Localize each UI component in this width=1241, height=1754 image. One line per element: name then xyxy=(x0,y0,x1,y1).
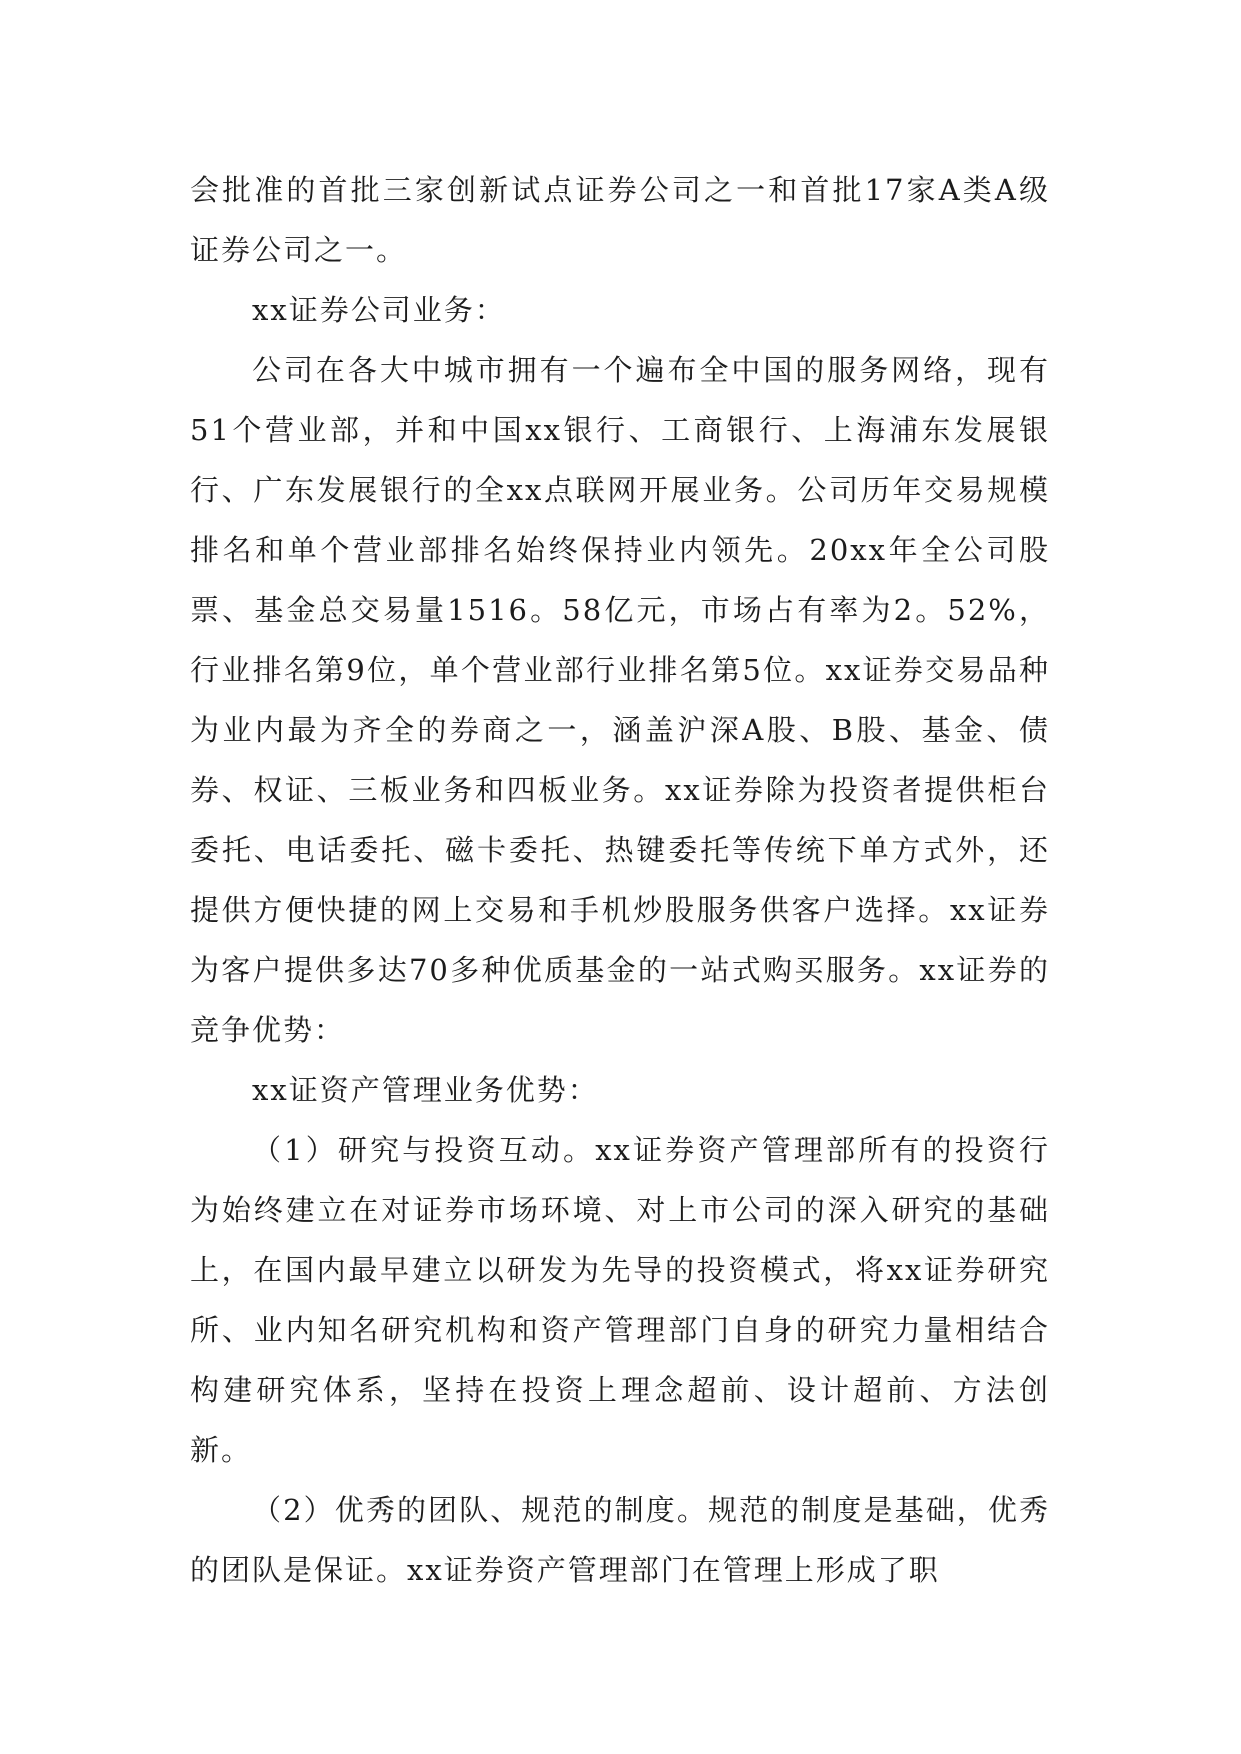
document-body xyxy=(190,160,1050,1600)
paragraph-team: （2）优秀的团队、规范的制度。规范的制度是基础，优秀的团队是保证。xx证券资产管理部门在管理上形成了职 xyxy=(190,1493,1050,1587)
paragraph-business: 公司在各大中城市拥有一个遍布全中国的服务网络，现有51个营业部，并和中国xx银行、工商银行、上海浦东发展银行、广东发展银行的全xx点联网开展业务。公司历年交易规模排名和单个营业部排名始终保持业内领先。20xx年全公司股票、基金总交易量1516。58亿元，市场占有率为2。52%，行业排名第9位，单个营业部行业排名第5位。xx证券交易品种为业内最为齐全的券商之一，涵盖沪深A股、B股、基金、债券、权证、三板业务和四板业务。xx证券除为投资者提供柜台委托、电话委托、磁卡委托、热键委托等传统下单方式外，还提供方便快捷的网上交易和手机炒股服务供客户选择。xx证券为客户提供多达70多种优质基金的一站式购买服务。xx证券的竞争优势： xyxy=(190,353,1050,1047)
paragraph-research: （1）研究与投资互动。xx证券资产管理部所有的投资行为始终建立在对证券市场环境、对上市公司的深入研究的基础上，在国内最早建立以研发为先导的投资模式，将xx证券研究所、业内知名研究机构和资产管理部门自身的研究力量相结合构建研究体系，坚持在投资上理念超前、设计超前、方法创新。 xyxy=(190,1133,1050,1467)
heading-asset-management: xx证资产管理业务优势： xyxy=(252,1073,599,1107)
heading-business: xx证券公司业务： xyxy=(252,293,506,327)
paragraph-approval: 会批准的首批三家创新试点证券公司之一和首批17家A类A级证券公司之一。 xyxy=(190,173,1050,267)
